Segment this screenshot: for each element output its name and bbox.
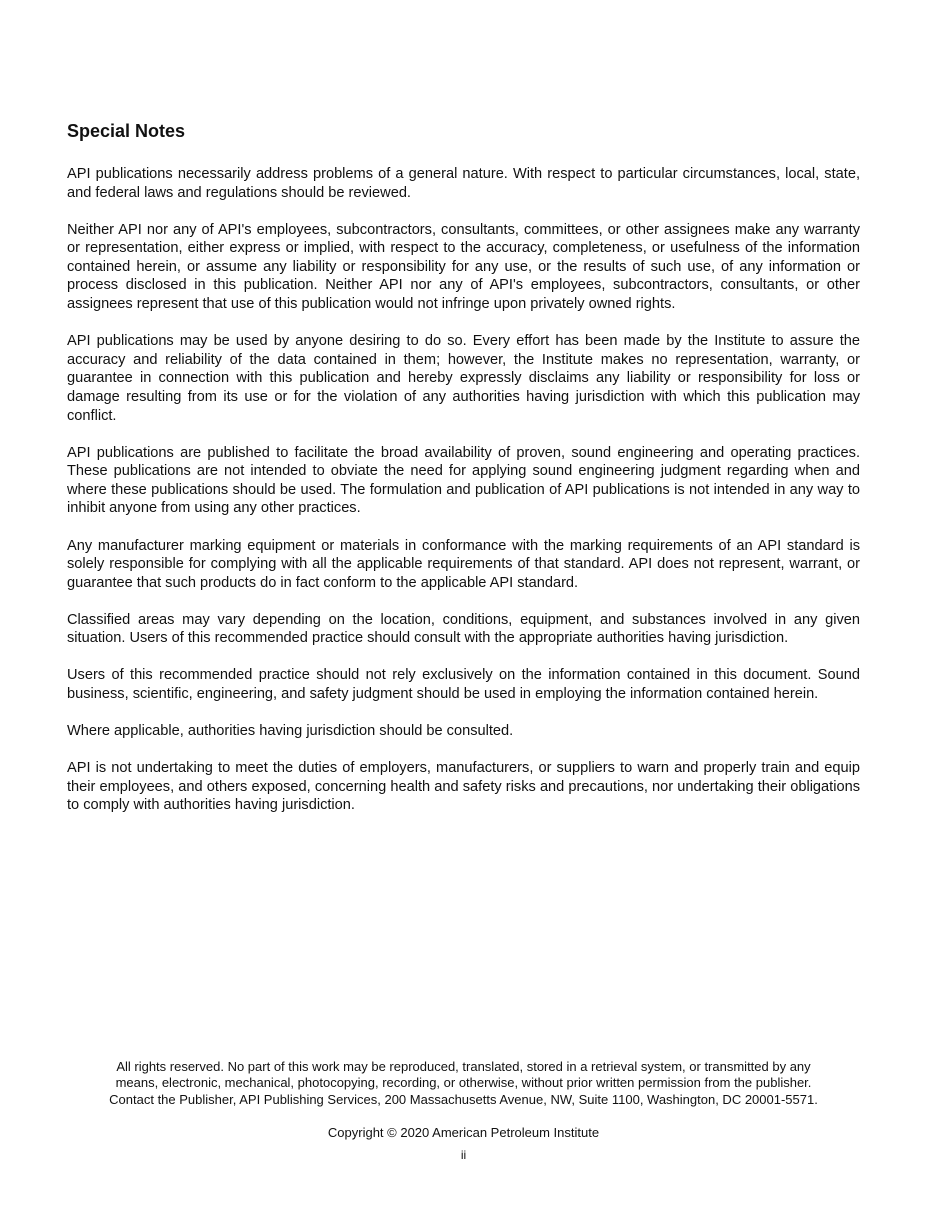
paragraph: Neither API nor any of API's employees, subcontractors, consultants, committees, or other assignees make any warranty or representation, either express or implied, with respect to the accuracy, completeness, or usefulness of the information contained herein, or assume any liability or responsibility for any use, or the results of such use, of any information or process disclosed in this publication. Neither API nor any of API's employees, subcontractors, consultants, or other assignees represent that use of this publication would not infringe upon privately owned rights. xyxy=(67,221,860,313)
rights-line: Contact the Publisher, API Publishing Services, 200 Massachusetts Avenue, NW, Suite 1100, Washington, DC 20001-5571. xyxy=(109,1091,818,1107)
paragraph: API is not undertaking to meet the duties of employers, manufacturers, or suppliers to warn and properly train and equip their employees, and others exposed, concerning health and safety risks and precautions, nor undertaking their obligations to comply with authorities having jurisdiction. xyxy=(67,760,860,814)
rights-line: means, electronic, mechanical, photocopying, recording, or otherwise, without prior written permission from the publisher. xyxy=(115,1075,812,1091)
page-footer xyxy=(67,1059,860,1163)
paragraph: Users of this recommended practice should not rely exclusively on the information contained in this document. Sound business, scientific, engineering, and safety judgment should be used in employing the information contained herein. xyxy=(67,667,860,703)
special-notes-body xyxy=(67,165,860,834)
rights-line: All rights reserved. No part of this work may be reproduced, translated, stored in a retrieval system, or transmitted by any xyxy=(116,1059,811,1074)
paragraph: Any manufacturer marking equipment or materials in conformance with the marking requirements of an API standard is solely responsible for complying with all the applicable requirements of that standard. API does not represent, warrant, or guarantee that such products do in fact conform to the applicable API standard. xyxy=(67,537,860,591)
paragraph: Where applicable, authorities having jurisdiction should be consulted. xyxy=(67,723,514,740)
page-number: ii xyxy=(460,1148,467,1163)
paragraph: API publications may be used by anyone desiring to do so. Every effort has been made by the Institute to assure the accuracy and reliability of the data contained in them; however, the Institute makes no representation, warranty, or guarantee in connection with this publication and hereby expressly disclaims any liability or responsibility for loss or damage resulting from its use or for the violation of any authorities having jurisdiction with which this publication may conflict. xyxy=(67,333,860,424)
paragraph: API publications necessarily address problems of a general nature. With respect to particular circumstances, local, state, and federal laws and regulations should be reviewed. xyxy=(67,166,860,201)
copyright-notice: Copyright © 2020 American Petroleum Institute xyxy=(327,1124,600,1140)
paragraph: API publications are published to facilitate the broad availability of proven, sound engineering and operating practices. These publications are not intended to obviate the need for applying sound engineering judgment regarding when and where these publications should be used. The formulation and publication of API publications is not intended in any way to inhibit anyone from using any other practices. xyxy=(67,444,860,517)
page-title: Special Notes xyxy=(67,121,186,141)
paragraph: Classified areas may vary depending on the location, conditions, equipment, and substances involved in any given situation. Users of this recommended practice should consult with the appropriate authorities having jurisdiction. xyxy=(67,611,860,647)
